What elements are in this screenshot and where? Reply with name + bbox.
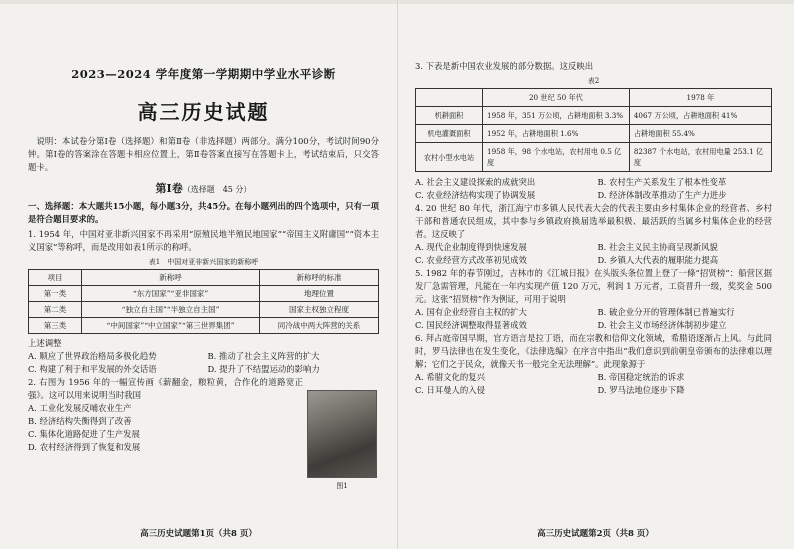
q3-option-d: D. 经济体制改革推动了生产力进步 <box>597 190 727 200</box>
q4-option-b: B. 社会主义民主协商呈现新风貌 <box>597 242 718 252</box>
q2-stem: 2. 右图为 1956 年的一幅宣传画《薪翻金，粮粒黄，合作化的道路宽正强》。这可以用来说明当时我国 <box>28 377 303 400</box>
table-row <box>416 143 772 172</box>
table-row <box>29 318 379 334</box>
q5-option-d: D. 社会主义市场经济体制初步建立 <box>597 320 727 330</box>
table-cell: 同冷战中两大阵营的关系 <box>260 318 379 334</box>
q6-stem: 6. 拜占庭帝国早期，官方语言是拉丁语，而在宗教和信仰文化领域，希腊语逐渐占上风。与此同时，罗马法律也在发生变化，《法律选编》在序言中指出“我们意识到前朝皇帝颁布的法律难以理解；它们之于民众，就像天书一般完全无法理解”。此现象源于 <box>415 333 772 369</box>
part1-title <box>28 180 379 196</box>
q1-options <box>28 350 379 376</box>
q5-option-b: B. 破企业分开的管理体制已普遍实行 <box>597 307 735 317</box>
table-cell: 82387 个水电站，农村用电量 253.1 亿度 <box>629 143 771 172</box>
q6-options <box>415 371 772 397</box>
table1-caption: 表1 中国对亚非新兴国家的新称呼 <box>148 258 259 266</box>
figure1-label: 图1 <box>336 482 348 490</box>
q4-stem: 4. 20 世纪 80 年代，浙江海宁市多镇人民代表大会的代表主要由乡村集体企业的经营者、乡村干部和普通农民组成，其中参与乡镇政府换届选举最积极、最活跃的当属乡村集体企业的经营者。这反映了 <box>415 203 772 239</box>
page-2 <box>397 0 794 549</box>
q6-option-a: A. 希腊文化的复兴 <box>415 372 485 382</box>
q3-option-a: A. 社会主义建设探索的成就突出 <box>415 177 536 187</box>
table-cell: 第三类 <box>29 318 82 334</box>
q1-option-c: C. 构建了利于和平发展的外交话语 <box>28 364 157 374</box>
table-cell: “独立自主国”“半独立自主国” <box>82 302 260 318</box>
table-cell: 第一类 <box>29 286 82 302</box>
table-header-cell: 新称呼 <box>82 270 260 286</box>
table-row-header: 农村小型水电站 <box>416 143 483 172</box>
q5-option-a: A. 国有企业经营自主权的扩大 <box>415 307 527 317</box>
part1-title-sub: （选择题 45 分） <box>182 185 252 194</box>
propaganda-poster-image <box>307 390 377 490</box>
q5-stem: 5. 1982 年的春节刚过，吉林市的《江城日报》在头版头条位置上登了一條“招贤榜”：船营区据发厂急需管理，凡能在一年内实现产值 120 万元，利润 1 万元者，工资晋升一级，奖奖金 500 元。这张“招贤榜”作为例证，可用于说明 <box>415 268 772 304</box>
q3-stem: 3. 下表是新中国农业发展的部分数据。这反映出 <box>415 61 594 71</box>
table2-caption: 表2 <box>587 77 600 85</box>
q1-lead: 上述调整 <box>28 338 62 348</box>
q2-option-d: D. 农村经济得到了恢复和发展 <box>28 442 141 452</box>
table-header-cell: 1978 年 <box>629 89 771 107</box>
q2-option-b: B. 经济结构失衡得到了改善 <box>28 416 132 426</box>
page1-footer: 高三历史试题第1页（共8 页） <box>140 529 257 539</box>
q6-option-c: C. 日耳曼人的入侵 <box>415 385 486 395</box>
table-cell: 1952 年，占耕地面积 1.6% <box>483 125 630 143</box>
table-cell: “中间国家”“中立国家”“第三世界集团” <box>82 318 260 334</box>
exam-header: 2023—2024 学年度第一学期期中学业水平诊断 <box>71 67 336 81</box>
table-header-cell: 新称呼的标准 <box>260 270 379 286</box>
table-cell: 4067 万公顷，占耕地面积 41% <box>629 107 771 125</box>
q3-options <box>415 176 772 202</box>
q1-option-a: A. 顺应了世界政治格局多极化趋势 <box>28 351 157 361</box>
q2-option-c: C. 集体化道路促进了生产发展 <box>28 429 140 439</box>
table-header-row <box>29 270 379 286</box>
instructions: 说明：本试卷分第Ⅰ卷（选择题）和第Ⅱ卷（非选择题）两部分。满分100分，考试时间90分钟。第Ⅰ卷的答案涂在答题卡相应位置上，第Ⅱ卷答案直接写在答题卡上，考试结束后，只交答题卡。 <box>28 136 379 172</box>
q6-option-b: B. 帝国稳定统治的诉求 <box>597 372 685 382</box>
part1-title-main: 第Ⅰ卷 <box>155 182 183 195</box>
q4-option-a: A. 现代企业制度得到快速发展 <box>415 242 527 252</box>
table-cell: 国家主权独立程度 <box>260 302 379 318</box>
table2 <box>415 88 772 172</box>
table-cell: 地理位置 <box>260 286 379 302</box>
q1-stem: 1. 1954 年，中国对亚非新兴国家不再采用“原殖民地半殖民地国家”“帝国主义附庸国”“资本主义国家”等称呼，而是改用如表1所示的称呼。 <box>28 229 379 252</box>
q6-option-d: D. 罗马法地位逐步下降 <box>597 385 685 395</box>
q1-option-b: B. 推动了社会主义阵营的扩大 <box>207 351 320 361</box>
q5-option-c: C. 国民经济调整取得显著成效 <box>415 320 527 330</box>
q3-option-c: C. 农业经济结构实现了协调发展 <box>415 190 536 200</box>
q5-options <box>415 306 772 332</box>
table-row <box>29 286 379 302</box>
table-cell: 1958 年，98 个水电站，农村用电 0.5 亿度 <box>483 143 630 172</box>
q4-option-c: C. 农业经营方式改革初见成效 <box>415 255 527 265</box>
table-row-header: 机电灌溉面积 <box>416 125 483 143</box>
table-header-cell: 项目 <box>29 270 82 286</box>
table-row <box>29 302 379 318</box>
table-header-cell <box>416 89 483 107</box>
table-cell: 第二类 <box>29 302 82 318</box>
table-row-header: 机耕面积 <box>416 107 483 125</box>
q4-options <box>415 241 772 267</box>
table-cell: 占耕地面积 55.4% <box>629 125 771 143</box>
table-header-row <box>416 89 772 107</box>
table1 <box>28 269 379 334</box>
table-header-cell: 20 世纪 50 年代 <box>483 89 630 107</box>
q2-block <box>28 376 379 490</box>
q1-option-d: D. 提升了不结盟运动的影响力 <box>207 364 320 374</box>
part1-description: 一、选择题：本大题共15小题，每小题3分，共45分。在每小题列出的四个选项中，只有一项是符合题目要求的。 <box>28 201 379 224</box>
table-cell: 1958 年，351 万公顷，占耕地面积 3.3% <box>483 107 630 125</box>
q4-option-d: D. 乡镇人大代表的履职能力提高 <box>597 255 719 265</box>
q3-option-b: B. 农村生产关系发生了根本性变革 <box>597 177 727 187</box>
exam-title: 高三历史试题 <box>137 100 270 124</box>
q2-option-a: A. 工业化发展反哺农业生产 <box>28 403 132 413</box>
table-row <box>416 107 772 125</box>
table-row <box>416 125 772 143</box>
table-cell: “东方国家”“亚非国家” <box>82 286 260 302</box>
page2-footer: 高三历史试题第2页（共8 页） <box>537 529 654 539</box>
